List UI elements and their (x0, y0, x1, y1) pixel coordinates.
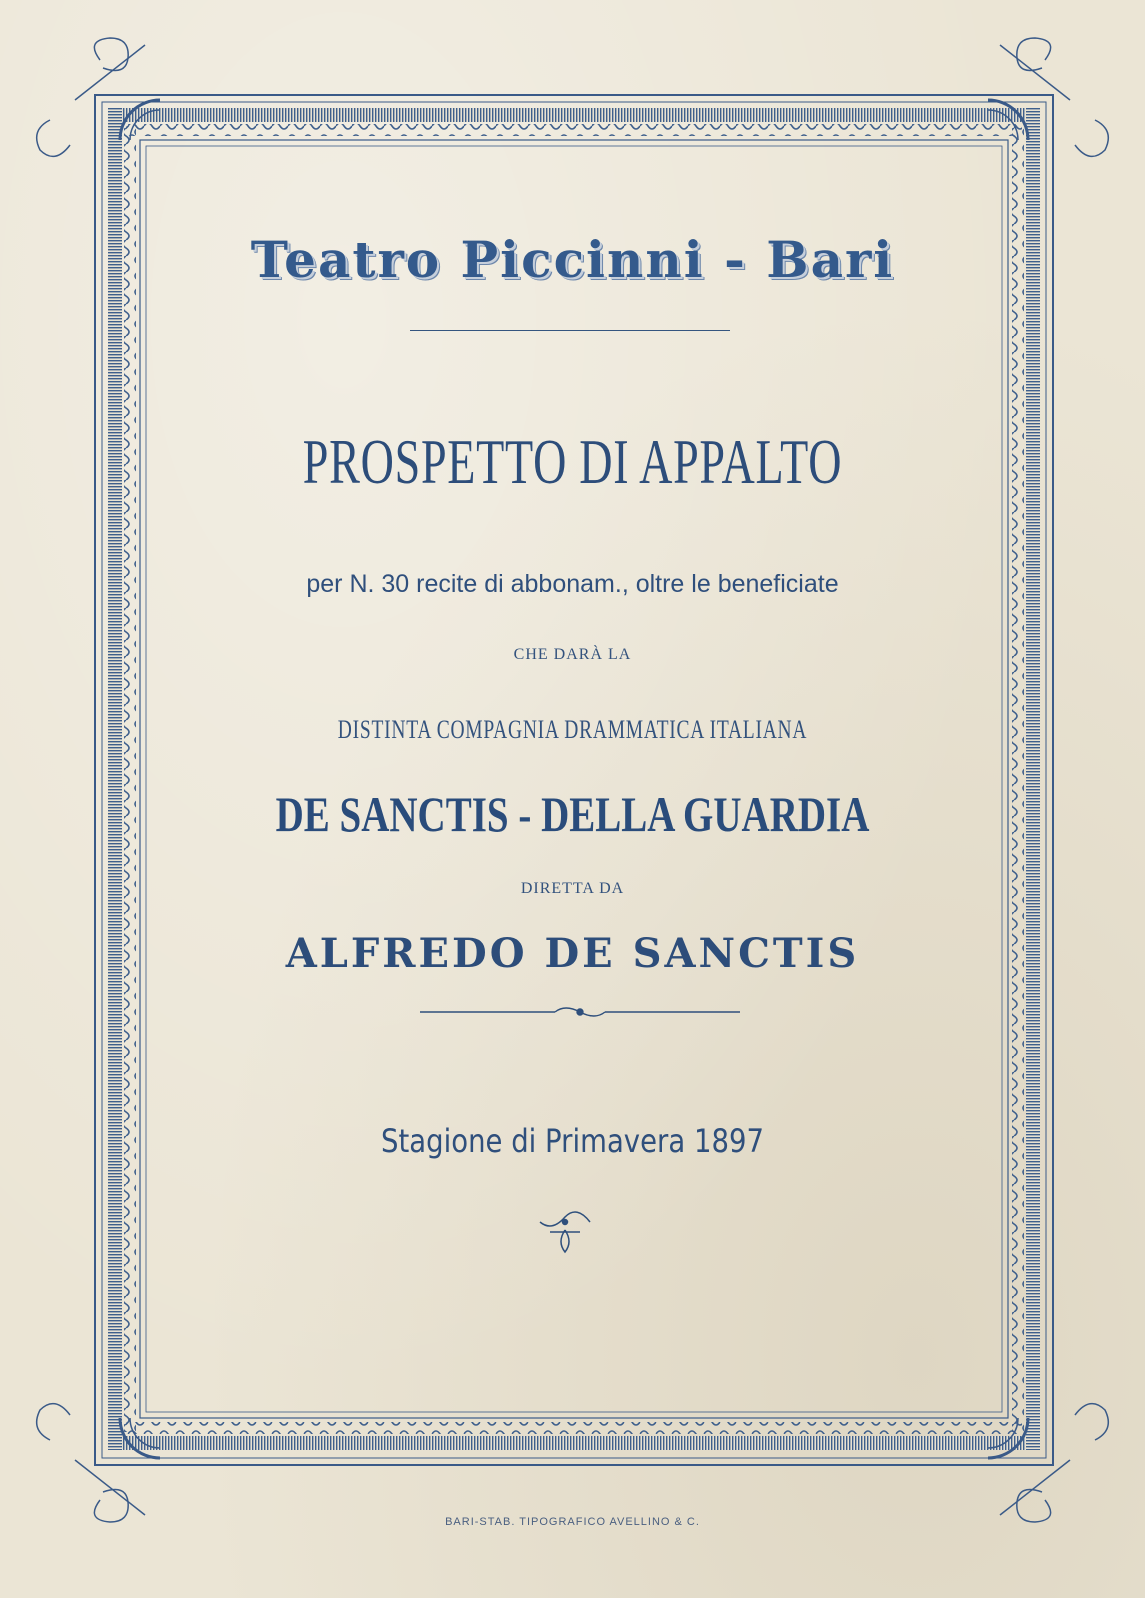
company-name: DE SANCTIS - DELLA GUARDIA (275, 786, 870, 842)
printer-credit: BARI-STAB. TIPOGRAFICO AVELLINO & C. (445, 1516, 700, 1528)
line-che-dara: CHE DARÀ LA (513, 646, 632, 663)
corner-ornament-bottom-right (988, 1404, 1108, 1522)
title-rule (410, 330, 730, 331)
fleuron-icon (540, 1212, 590, 1252)
line-distinta-compagnia: DISTINTA COMPAGNIA DRAMMATICA ITALIANA (337, 715, 808, 744)
ornamental-divider-icon (420, 1008, 740, 1016)
director-name: ALFREDO DE SANCTIS (285, 930, 860, 977)
main-heading: PROSPETTO DI APPALTO (302, 426, 843, 497)
corner-ornament-top-right (988, 38, 1108, 156)
season-line: Stagione di Primavera 1897 (381, 1122, 764, 1160)
line-diretta-da: DIRETTA DA (520, 880, 625, 897)
subheading: per N. 30 recite di abbonam., oltre le beneficiate (306, 570, 839, 598)
theatre-title: Teatro Piccinni - Bari (250, 230, 895, 289)
corner-ornament-top-left (37, 38, 160, 156)
corner-ornament-bottom-left (37, 1404, 160, 1522)
